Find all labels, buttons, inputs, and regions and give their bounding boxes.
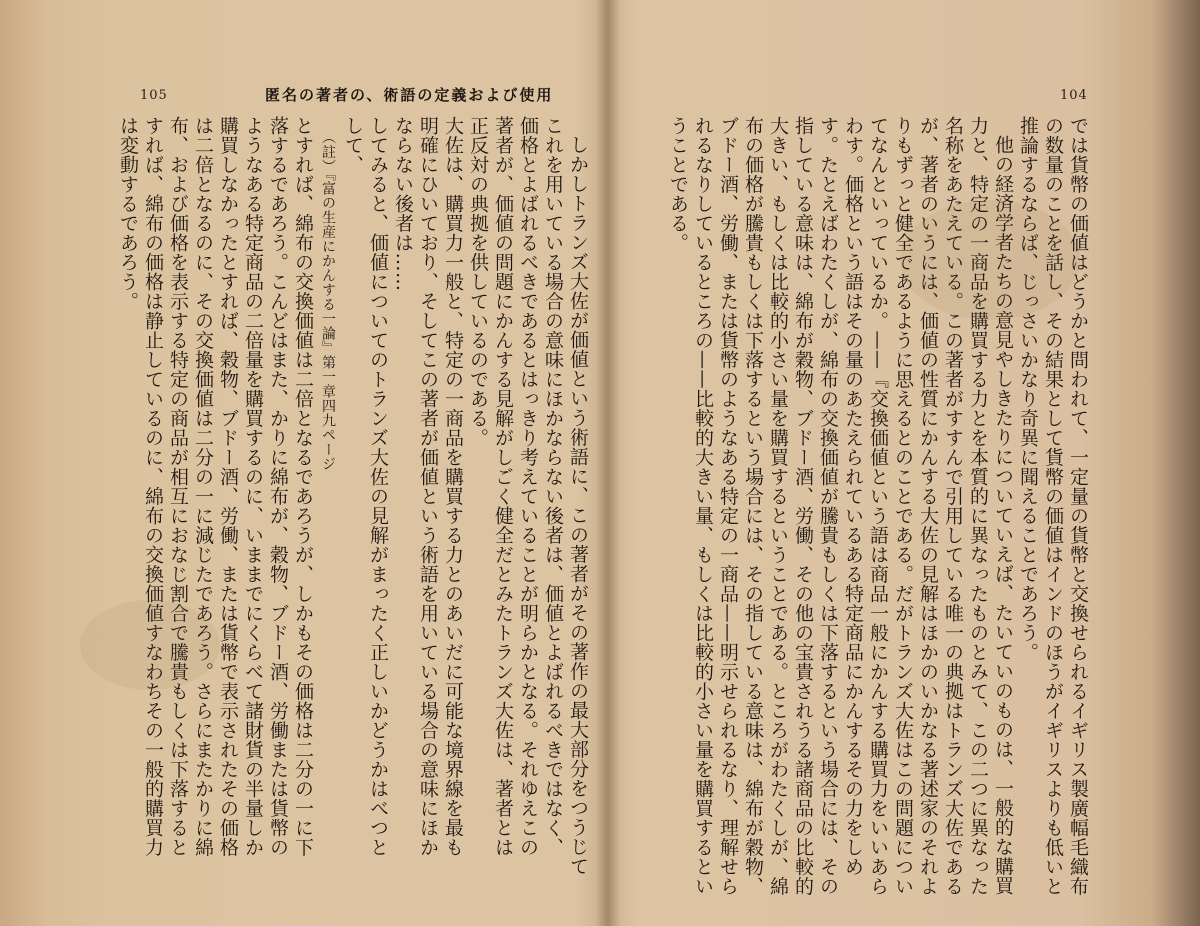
left-paragraph-4: とすれば、綿布の交換価値は二倍となるであろうが、しかもその価格は二分の一に下落するであろう。こんどはまた、かりに綿布が、穀物、ブドー酒、労働または貨幣のようなある特定商品の二倍量を購買するのに、いままでにくらべて諸財貨の半量しか購買しなかったとすれば、穀物、ブドー酒、労働、または貨幣で表示されたその価格は二倍となるのに、その交換価値は二分の一に減じたであろう。さらにまたかりに綿布、および価格を表示する特定の商品が相互におなじ割合で騰貴もしくは下落するとすれば、綿布の価格は静止しているのに、綿布の交換価値すなわちその一般的購買力は変動するであろう。 bbox=[117, 116, 314, 857]
right-paragraph-1: では貨幣の価値はどうかと問われて、一定量の貨幣と交換せられるイギリス製廣幅毛織布の数量のことを話し、その結果として貨幣の価値はインドのほうがイギリスよりも低いと推論するならば、じっさいかなり奇異に聞えることであろう。 bbox=[1017, 116, 1089, 896]
page-number-left: 105 bbox=[140, 88, 168, 103]
left-paragraph-1: しかしトランズ大佐が価値という術語に、この著者がその著作の最大部分をつうじてこれを用いている場合の意味にほかならない後者は、価値とよばれるべきではなく、価格とよばれるべきであるとはっきり考えていることが明らかとなる。それゆえこの著者が、価値の問題にかんする見解がしごく健全だとみたトランズ大佐は、著者とは正反対の典拠を供しているのである。 bbox=[467, 116, 589, 876]
right-page-text bbox=[652, 116, 1090, 896]
left-paragraph-2: 大佐は、購買力一般と、特定の一商品を購買する力とのあいだに可能な境界線を最も明確にひいており、そしてこの著者が価値という術語を用いている場合の意味にほかならない後者は…… bbox=[392, 116, 464, 857]
left-paragraph-3: してみると、価値についてのトランズ大佐の見解がまったく正しいかどうかはべつとして、 bbox=[342, 116, 389, 857]
left-page bbox=[40, 0, 600, 926]
left-page-text bbox=[117, 116, 590, 876]
running-head: 匿名の著者の、術語の定義および使用 bbox=[265, 86, 554, 104]
page-number-right: 104 bbox=[1060, 88, 1088, 103]
right-paragraph-2: 他の経済学者たちの意見やしきたりについていえば、たいていのものは、一般的な購買力と、特定の一商品を購買する力とを本質的に異なったものとみて、この二つに異なった名称をあたえている。この著者がすすんで引用している唯一の典拠はトランズ大佐であるが、著者のいうには、価値の性質にかんする大佐の見解はほかのいかなる著述家のそれよりもずっと健全であるように思えるとのことである。だがトランズ大佐はこの問題についてなんといっているか。——『交換価値という語は商品一般にかんする購買力をいいあらわす。価格という語はその量のあたえられているある特定商品にかんするその力をしめす。たとえばわたくしが、綿布の交換価値が騰貴もしくは下落するという場合には、その指している意味は、綿布が穀物、ブドー酒、労働、その他の宝貴されうる諸商品の比較的大きい、もしくは比較的小さい量を購買するということである。ところがわたくしが、綿布の価格が騰貴もしくは下落するという場合には、その指している意味は、綿布が穀物、ブドー酒、労働、または貨幣のようなある特定の一商品——明示せられるなり、理解せられるなりしているところの——比較的大きい量、もしくは比較的小さい量を購買するということである。 bbox=[667, 116, 1014, 896]
right-page bbox=[612, 0, 1172, 926]
footnote: （註）『富の生産にかんする一論』第一章四九ページ bbox=[320, 130, 336, 471]
